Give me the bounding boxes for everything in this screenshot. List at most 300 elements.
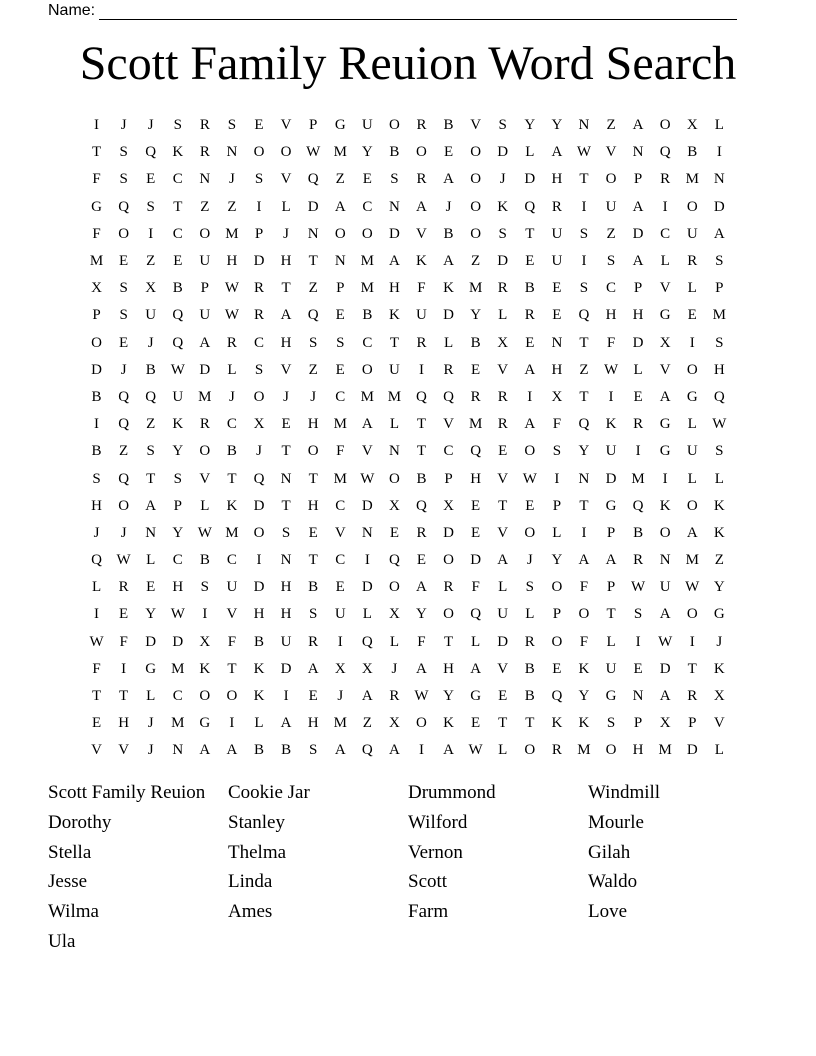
page-title: Scott Family Reuion Word Search xyxy=(79,37,737,90)
grid-letter: A xyxy=(524,361,536,378)
grid-letter: M xyxy=(360,388,374,405)
grid-letter: H xyxy=(307,715,319,732)
grid-letter: A xyxy=(632,198,644,215)
grid-letter: B xyxy=(443,117,454,134)
grid-letter: H xyxy=(713,361,725,378)
grid-letter: R xyxy=(633,552,644,569)
grid-letter: R xyxy=(118,579,129,596)
grid-letter: C xyxy=(226,416,237,433)
grid-letter: C xyxy=(172,171,183,188)
grid-letter: V xyxy=(470,117,482,134)
grid-letter: E xyxy=(91,715,102,732)
grid-letter: S xyxy=(390,171,399,188)
grid-letter: D xyxy=(605,470,617,487)
word-list-item: Love xyxy=(588,901,628,923)
grid-letter: P xyxy=(336,280,345,297)
grid-letter: L xyxy=(91,579,102,596)
grid-letter: B xyxy=(416,470,427,487)
grid-letter: Q xyxy=(361,742,373,759)
grid-letter: Q xyxy=(470,606,482,623)
grid-letter: Y xyxy=(172,443,184,460)
grid-letter: B xyxy=(91,443,102,460)
grid-letter: R xyxy=(199,144,210,161)
grid-letter: U xyxy=(172,388,184,405)
word-list-item: Scott xyxy=(408,871,448,893)
grid-letter: Q xyxy=(307,171,319,188)
grid-letter: J xyxy=(526,552,533,569)
grid-letter: R xyxy=(416,171,427,188)
grid-letter: R xyxy=(497,388,508,405)
grid-letter: T xyxy=(281,280,291,297)
grid-letter: T xyxy=(579,388,589,405)
grid-letter: K xyxy=(443,715,454,732)
grid-letter: M xyxy=(387,388,402,405)
grid-letter: S xyxy=(119,144,128,161)
grid-letter: W xyxy=(224,307,240,324)
grid-letter: A xyxy=(659,388,671,405)
grid-letter: O xyxy=(361,225,373,242)
grid-letter: O xyxy=(470,198,482,215)
grid-letter: L xyxy=(254,715,264,732)
grid-letter: S xyxy=(498,225,507,242)
grid-letter: I xyxy=(581,198,587,215)
grid-row xyxy=(83,275,733,302)
grid-letter: D xyxy=(145,633,157,650)
word-list-item: Scott Family Reuion xyxy=(48,782,206,803)
grid-letter: S xyxy=(146,198,155,215)
grid-letter: T xyxy=(443,633,454,650)
grid-letter: W xyxy=(658,633,673,650)
grid-letter: C xyxy=(335,552,346,569)
grid-letter: M xyxy=(360,280,374,297)
grid-letter: Z xyxy=(146,253,156,270)
grid-letter: O xyxy=(551,579,563,596)
word-list-item: Waldo xyxy=(588,871,638,893)
grid-letter: M xyxy=(712,307,726,324)
grid-letter: O xyxy=(388,579,400,596)
grid-letter: H xyxy=(632,307,644,324)
grid-letter: A xyxy=(605,552,617,569)
grid-letter: E xyxy=(633,388,643,405)
grid-letter: K xyxy=(388,307,400,324)
grid-letter: Q xyxy=(443,388,454,405)
grid-letter: R xyxy=(199,416,210,433)
grid-letter: D xyxy=(632,334,644,351)
grid-letter: D xyxy=(497,633,509,650)
grid-letter: Y xyxy=(524,117,536,134)
grid-letter: S xyxy=(119,171,128,188)
grid-letter: B xyxy=(524,660,535,677)
grid-letter: A xyxy=(307,660,319,677)
grid-letter: T xyxy=(579,497,589,514)
grid-letter: D xyxy=(524,171,536,188)
grid-letter: A xyxy=(361,688,373,705)
grid-letter: R xyxy=(254,280,265,297)
word-list-item: Windmill xyxy=(588,782,661,803)
grid-letter: D xyxy=(497,144,509,161)
grid-letter: F xyxy=(552,416,562,433)
grid-letter: N xyxy=(361,524,373,541)
grid-letter: Q xyxy=(416,388,427,405)
grid-letter: Q xyxy=(524,198,536,215)
grid-letter: B xyxy=(254,742,265,759)
grid-letter: Z xyxy=(200,198,210,215)
grid-letter: V xyxy=(713,715,725,732)
grid-letter: F xyxy=(579,579,589,596)
grid-row xyxy=(83,357,733,384)
grid-letter: O xyxy=(118,225,130,242)
grid-letter: G xyxy=(659,416,671,433)
word-list-item: Ames xyxy=(228,901,273,923)
grid-letter: N xyxy=(578,117,590,134)
grid-letter: T xyxy=(525,225,535,242)
grid-letter: A xyxy=(280,307,292,324)
word-list-item: Thelma xyxy=(228,841,287,863)
grid-letter: M xyxy=(685,171,699,188)
grid-letter: K xyxy=(172,144,184,161)
grid-letter: H xyxy=(470,470,482,487)
grid-letter: K xyxy=(497,198,509,215)
grid-letter: L xyxy=(660,253,670,270)
grid-letter: Z xyxy=(714,552,724,569)
grid-letter: J xyxy=(93,524,100,541)
grid-letter: D xyxy=(280,660,292,677)
grid-letter: E xyxy=(471,497,481,514)
grid-letter: O xyxy=(470,225,482,242)
grid-letter: E xyxy=(119,606,129,623)
grid-letter: F xyxy=(579,633,589,650)
grid-letter: Z xyxy=(606,225,616,242)
grid-letter: J xyxy=(445,198,452,215)
grid-letter: P xyxy=(92,307,101,324)
grid-letter: L xyxy=(714,470,724,487)
grid-letter: G xyxy=(659,443,671,460)
grid-letter: M xyxy=(333,470,347,487)
grid-letter: U xyxy=(686,443,698,460)
grid-letter: Q xyxy=(253,470,265,487)
grid-letter: A xyxy=(443,171,454,188)
grid-letter: S xyxy=(308,334,318,351)
grid-letter: W xyxy=(360,470,375,487)
grid-letter: W xyxy=(468,742,483,759)
grid-letter: R xyxy=(389,688,400,705)
grid-row xyxy=(83,710,733,737)
grid-letter: H xyxy=(172,579,184,596)
grid-letter: R xyxy=(470,388,481,405)
grid-letter: X xyxy=(551,388,563,405)
grid-letter: Z xyxy=(335,171,345,188)
grid-letter: L xyxy=(362,606,372,623)
grid-letter: U xyxy=(361,117,373,134)
grid-letter: T xyxy=(91,688,102,705)
grid-letter: S xyxy=(200,579,210,596)
grid-row xyxy=(83,574,733,601)
grid-letter: Q xyxy=(91,552,102,569)
grid-letter: C xyxy=(172,225,183,242)
grid-letter: L xyxy=(606,633,616,650)
grid-letter: D xyxy=(199,361,211,378)
grid-letter: Q xyxy=(172,307,184,324)
grid-letter: A xyxy=(497,552,509,569)
grid-letter: D xyxy=(497,253,509,270)
grid-letter: O xyxy=(199,443,211,460)
grid-letter: Q xyxy=(361,633,373,650)
grid-letter: W xyxy=(306,144,321,161)
grid-letter: I xyxy=(662,198,668,215)
grid-letter: U xyxy=(605,660,617,677)
grid-letter: M xyxy=(171,660,185,677)
name-underline xyxy=(99,4,737,20)
grid-letter: D xyxy=(443,524,454,541)
grid-letter: Y xyxy=(578,443,590,460)
grid-letter: S xyxy=(173,117,182,134)
grid-letter: F xyxy=(92,660,101,677)
word-list-item: Wilma xyxy=(48,901,99,923)
grid-letter: V xyxy=(280,361,292,378)
grid-letter: M xyxy=(333,144,347,161)
grid-letter: K xyxy=(578,660,590,677)
grid-row xyxy=(83,601,733,628)
grid-letter: Q xyxy=(632,497,644,514)
grid-letter: Q xyxy=(470,443,482,460)
grid-letter: S xyxy=(715,334,724,351)
grid-letter: B xyxy=(470,334,481,351)
grid-letter: A xyxy=(659,606,671,623)
grid-letter: Z xyxy=(606,117,616,134)
grid-letter: X xyxy=(91,280,102,297)
grid-row xyxy=(83,683,733,710)
grid-letter: D xyxy=(632,225,644,242)
grid-letter: A xyxy=(145,497,157,514)
grid-letter: W xyxy=(712,416,727,433)
grid-letter: P xyxy=(173,497,182,514)
grid-letter: T xyxy=(227,660,237,677)
grid-letter: O xyxy=(605,742,617,759)
grid-letter: S xyxy=(552,443,562,460)
grid-letter: A xyxy=(551,144,563,161)
grid-letter: W xyxy=(170,361,185,378)
grid-letter: A xyxy=(388,253,400,270)
grid-letter: C xyxy=(660,225,671,242)
grid-letter: I xyxy=(689,633,695,650)
grid-letter: Y xyxy=(145,606,157,623)
grid-letter: P xyxy=(200,280,210,297)
grid-letter: R xyxy=(687,253,698,270)
grid-letter: T xyxy=(606,606,616,623)
grid-letter: E xyxy=(498,688,508,705)
grid-letter: Q xyxy=(118,416,130,433)
grid-letter: J xyxy=(391,660,398,677)
grid-letter: H xyxy=(226,253,238,270)
name-label: Name: xyxy=(48,2,96,19)
grid-letter: W xyxy=(224,280,240,297)
grid-letter: Q xyxy=(145,388,157,405)
grid-letter: O xyxy=(659,524,671,541)
grid-letter: T xyxy=(227,470,237,487)
grid-letter: L xyxy=(227,361,237,378)
grid-row xyxy=(83,520,733,547)
grid-row xyxy=(83,384,733,411)
grid-letter: M xyxy=(577,742,591,759)
grid-letter: O xyxy=(118,497,130,514)
grid-letter: X xyxy=(199,633,211,650)
grid-letter: E xyxy=(525,334,535,351)
grid-letter: C xyxy=(443,443,454,460)
grid-letter: L xyxy=(687,280,697,297)
grid-letter: C xyxy=(172,688,183,705)
grid-letter: L xyxy=(498,742,508,759)
grid-letter: L xyxy=(471,633,481,650)
grid-row xyxy=(83,194,733,221)
grid-letter: T xyxy=(308,552,318,569)
grid-letter: L xyxy=(389,633,399,650)
grid-letter: X xyxy=(388,497,400,514)
grid-letter: P xyxy=(444,470,453,487)
grid-letter: B xyxy=(172,280,183,297)
grid-letter: V xyxy=(91,742,102,759)
word-list-item: Gilah xyxy=(588,841,631,863)
grid-letter: N xyxy=(145,524,157,541)
grid-letter: A xyxy=(280,715,292,732)
grid-letter: F xyxy=(92,171,101,188)
grid-letter: T xyxy=(91,144,102,161)
grid-letter: O xyxy=(686,361,698,378)
grid-letter: Q xyxy=(416,497,427,514)
grid-letter: B xyxy=(254,633,265,650)
grid-letter: L xyxy=(200,497,210,514)
grid-letter: K xyxy=(172,416,184,433)
grid-letter: L xyxy=(146,688,156,705)
grid-letter: W xyxy=(116,552,131,569)
grid-letter: F xyxy=(227,633,237,650)
grid-letter: H xyxy=(280,334,292,351)
grid-letter: R xyxy=(416,334,427,351)
grid-letter: I xyxy=(337,633,343,650)
grid-letter: H xyxy=(443,660,454,677)
grid-letter: A xyxy=(199,742,211,759)
grid-letter: S xyxy=(281,524,291,541)
grid-letter: J xyxy=(310,388,317,405)
grid-letter: X xyxy=(713,688,725,705)
grid-letter: C xyxy=(254,334,265,351)
grid-letter: F xyxy=(336,443,345,460)
grid-letter: N xyxy=(551,334,563,351)
grid-letter: P xyxy=(633,715,643,732)
grid-letter: J xyxy=(499,171,506,188)
grid-letter: H xyxy=(280,253,292,270)
grid-letter: W xyxy=(603,361,619,378)
grid-letter: K xyxy=(226,497,238,514)
grid-letter: O xyxy=(578,606,590,623)
grid-letter: S xyxy=(146,443,155,460)
grid-letter: Z xyxy=(308,280,318,297)
grid-letter: I xyxy=(716,144,722,161)
grid-letter: Y xyxy=(713,579,725,596)
grid-letter: G xyxy=(713,606,725,623)
grid-letter: S xyxy=(227,117,237,134)
grid-letter: E xyxy=(389,524,399,541)
name-field xyxy=(48,0,748,20)
grid-letter: O xyxy=(199,688,211,705)
grid-letter: I xyxy=(581,524,587,541)
grid-letter: E xyxy=(552,660,562,677)
grid-letter: B xyxy=(308,579,319,596)
grid-letter: W xyxy=(576,144,592,161)
grid-letter: H xyxy=(551,171,563,188)
grid-letter: E xyxy=(471,524,481,541)
grid-letter: J xyxy=(283,225,289,242)
grid-letter: O xyxy=(686,497,698,514)
grid-letter: W xyxy=(522,470,537,487)
grid-letter: C xyxy=(606,280,617,297)
grid-row xyxy=(83,139,733,166)
grid-letter: X xyxy=(361,660,373,677)
grid-letter: E xyxy=(471,715,481,732)
grid-letter: A xyxy=(713,225,725,242)
grid-letter: A xyxy=(416,198,427,215)
grid-letter: U xyxy=(416,307,427,324)
word-list-item: Mourle xyxy=(588,811,644,833)
grid-letter: R xyxy=(497,416,508,433)
grid-letter: K xyxy=(605,416,617,433)
grid-letter: I xyxy=(527,388,533,405)
grid-letter: A xyxy=(443,253,454,270)
grid-letter: U xyxy=(605,198,617,215)
grid-letter: Q xyxy=(551,688,563,705)
grid-letter: I xyxy=(94,606,100,623)
grid-letter: N xyxy=(280,552,292,569)
grid-letter: Q xyxy=(118,388,130,405)
grid-letter: H xyxy=(118,715,130,732)
grid-row xyxy=(83,438,733,465)
grid-letter: E xyxy=(335,579,345,596)
grid-letter: E xyxy=(498,443,508,460)
grid-letter: L xyxy=(443,334,454,351)
grid-letter: P xyxy=(552,497,562,514)
grid-letter: T xyxy=(416,443,427,460)
grid-letter: X xyxy=(659,334,671,351)
grid-letter: D xyxy=(686,742,698,759)
grid-letter: I xyxy=(229,715,235,732)
grid-letter: K xyxy=(713,524,725,541)
grid-letter: Y xyxy=(416,606,427,623)
grid-letter: Q xyxy=(578,307,590,324)
grid-letter: V xyxy=(280,171,292,188)
grid-letter: T xyxy=(416,416,427,433)
grid-letter: V xyxy=(226,606,238,623)
grid-letter: V xyxy=(497,660,509,677)
grid-letter: I xyxy=(662,470,668,487)
grid-letter: Y xyxy=(172,524,184,541)
grid-letter: V xyxy=(497,361,509,378)
grid-letter: S xyxy=(308,742,318,759)
grid-letter: U xyxy=(497,606,509,623)
grid-letter: J xyxy=(147,715,154,732)
grid-row xyxy=(83,493,733,520)
grid-letter: I xyxy=(202,606,208,623)
grid-row xyxy=(83,547,733,574)
grid-letter: M xyxy=(225,524,239,541)
grid-letter: M xyxy=(171,715,185,732)
grid-letter: A xyxy=(334,742,346,759)
grid-letter: N xyxy=(713,171,725,188)
grid-letter: G xyxy=(334,117,346,134)
grid-letter: D xyxy=(470,552,482,569)
grid-letter: U xyxy=(388,361,400,378)
grid-letter: O xyxy=(253,524,265,541)
grid-letter: Z xyxy=(308,361,318,378)
grid-letter: L xyxy=(687,416,697,433)
